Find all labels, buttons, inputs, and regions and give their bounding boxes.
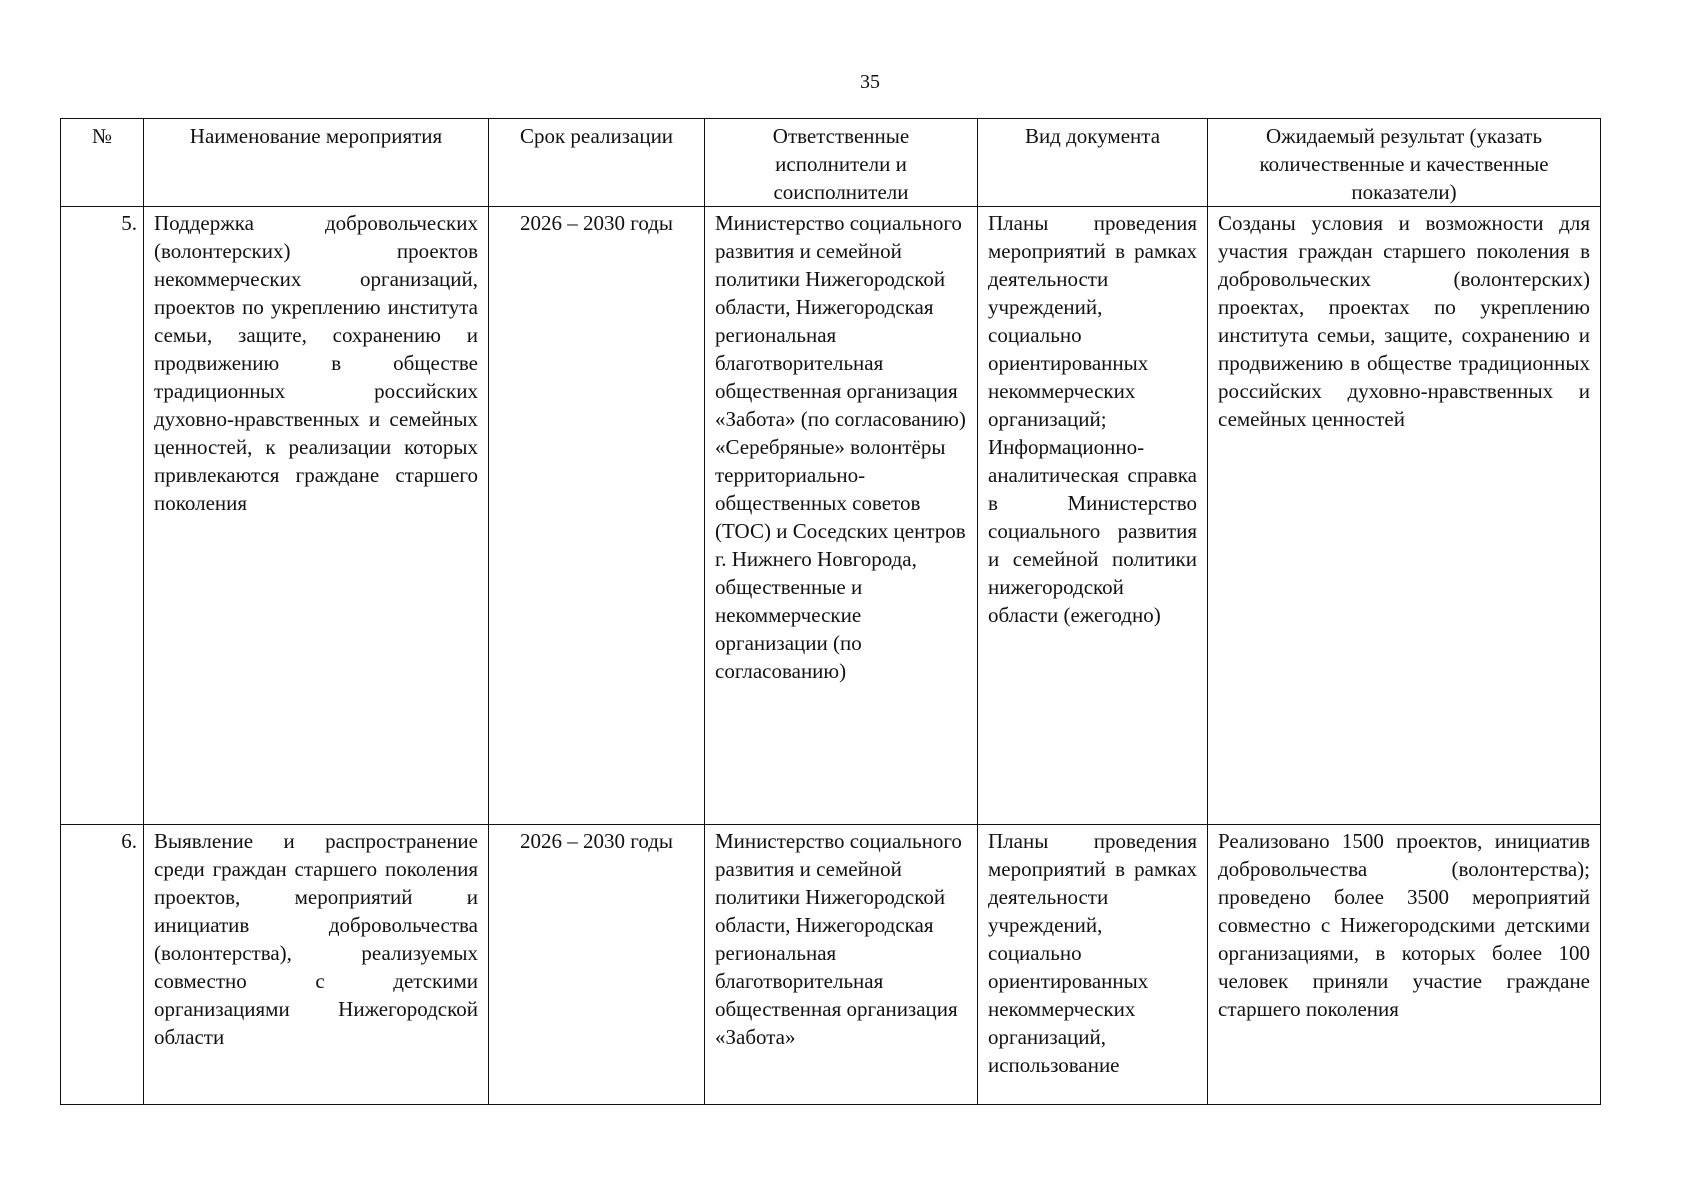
responsible-executors: Министерство социального развития и семейной политики Нижегородской области, Нижегородская региональная благотворительная общественная организация «Забота» (по согласованию) «Серебряные» волонтёры территориально-общественных советов (ТОС) и Соседских центров г. Нижнего Новгорода, общественные и некоммерческие организации (по согласованию) (705, 207, 978, 825)
measures-table (60, 118, 1601, 1105)
measure-name: Выявление и распространение среди граждан старшего поколения проектов, мероприятий и инициатив добровольчества (волонтерства), реализуемых совместно с детскими организациями Нижегородской области (144, 825, 489, 1105)
header-name: Наименование мероприятия (144, 119, 489, 207)
responsible-executors: Министерство социального развития и семейной политики Нижегородской области, Нижегородская региональная благотворительная общественная организация «Забота» (705, 825, 978, 1105)
page-number: 35 (860, 71, 880, 93)
implementation-period: 2026 – 2030 годы (489, 825, 705, 1105)
document-type: Планы проведения мероприятий в рамках деятельности учреждений, социально ориентированных некоммерческих организаций; Информационно-аналитическая справка в Министерство социального развития и семейной политики нижегородской области (ежегодно) (978, 207, 1208, 825)
document-type: Планы проведения мероприятий в рамках деятельности учреждений, социально ориентированных некоммерческих организаций, использование (978, 825, 1208, 1105)
row-number: 6. (61, 825, 144, 1105)
row-number: 5. (61, 207, 144, 825)
implementation-period: 2026 – 2030 годы (489, 207, 705, 825)
expected-result: Созданы условия и возможности для участия граждан старшего поколения в добровольческих (волонтерских) проектах, проектах по укреплению института семьи, защите, сохранению и продвижению в обществе традиционных российских духовно-нравственных и семейных ценностей (1208, 207, 1601, 825)
table-row (61, 207, 1601, 825)
table-row (61, 825, 1601, 1105)
table-header-row (61, 119, 1601, 207)
header-doc-type: Вид документа (978, 119, 1208, 207)
header-result: Ожидаемый результат (указать количественные и качественные показатели) (1208, 119, 1601, 207)
measure-name: Поддержка добровольческих (волонтерских) проектов некоммерческих организаций, проектов по укреплению института семьи, защите, сохранению и продвижению в обществе традиционных российских духовно-нравственных и семейных ценностей, к реализации которых привлекаются граждане старшего поколения (144, 207, 489, 825)
header-responsible: Ответственные исполнители и соисполнители (705, 119, 978, 207)
header-number: № (61, 119, 144, 207)
expected-result: Реализовано 1500 проектов, инициатив добровольчества (волонтерства); проведено более 3500 мероприятий совместно с Нижегородскими детскими организациями, в которых более 100 человек приняли участие граждане старшего поколения (1208, 825, 1601, 1105)
header-period: Срок реализации (489, 119, 705, 207)
